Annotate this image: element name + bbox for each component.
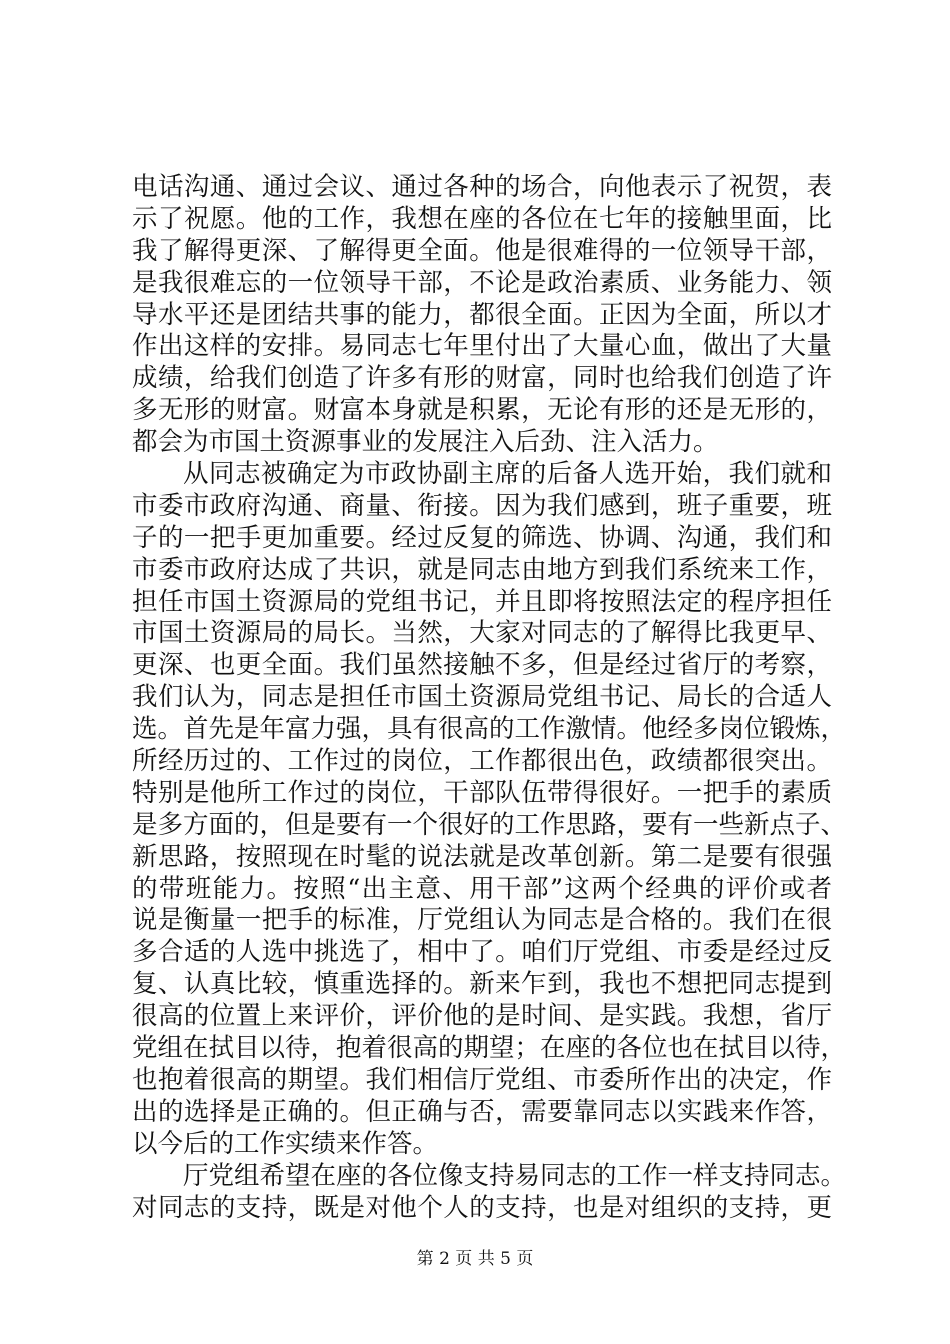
text-line: 特别是他所工作过的岗位，干部队伍带得很好。一把手的素质 bbox=[132, 777, 832, 808]
text-line: 市国土资源局的局长。当然，大家对同志的了解得比我更早、 bbox=[132, 618, 832, 649]
text-line: 电话沟通、通过会议、通过各种的场合，向他表示了祝贺，表 bbox=[132, 172, 832, 202]
text-line: 对同志的支持，既是对他个人的支持，也是对组织的支持，更 bbox=[132, 1192, 832, 1223]
text-line: 很高的位置上来评价，评价他的是时间、是实践。我想，省厅 bbox=[132, 1001, 832, 1032]
text-line: 多合适的人选中挑选了，相中了。咱们厅党组、市委是经过反 bbox=[132, 937, 832, 968]
text-line: 也抱着很高的期望。我们相信厅党组、市委所作出的决定，作 bbox=[132, 1064, 832, 1095]
text-line: 厅党组希望在座的各位像支持易同志的工作一样支持同志。 bbox=[183, 1160, 847, 1191]
text-line: 是多方面的，但是要有一个很好的工作思路，要有一些新点子、 bbox=[132, 809, 847, 840]
text-line: 说是衡量一把手的标准，厅党组认为同志是合格的。我们在很 bbox=[132, 905, 832, 936]
text-line: 作出这样的安排。易同志七年里付出了大量心血，做出了大量 bbox=[132, 331, 832, 362]
text-line: 更深、也更全面。我们虽然接触不多，但是经过省厅的考察， bbox=[132, 650, 832, 681]
text-line: 出的选择是正确的。但正确与否，需要靠同志以实践来作答， bbox=[132, 1096, 832, 1127]
page-number-label: 第 2 页 共 5 页 bbox=[416, 1249, 534, 1269]
text-line: 担任市国土资源局的党组书记，并且即将按照法定的程序担任 bbox=[132, 586, 832, 617]
text-line: 导水平还是团结共事的能力，都很全面。正因为全面，所以才 bbox=[132, 299, 832, 330]
text-line: 示了祝愿。他的工作，我想在座的各位在七年的接触里面，比 bbox=[132, 203, 832, 234]
text-line: 以今后的工作实绩来作答。 bbox=[132, 1128, 439, 1159]
paragraph bbox=[132, 172, 832, 459]
text-line: 子的一把手更加重要。经过反复的筛选、协调、沟通，我们和 bbox=[132, 522, 832, 553]
text-line: 复、认真比较，慎重选择的。新来乍到，我也不想把同志提到 bbox=[132, 969, 832, 1000]
text-line: 市委市政府达成了共识，就是同志由地方到我们系统来工作， bbox=[132, 554, 832, 585]
text-line: 所经历过的、工作过的岗位，工作都很出色，政绩都很突出。 bbox=[132, 746, 832, 777]
paragraph bbox=[132, 459, 847, 1161]
text-line: 党组在拭目以待，抱着很高的期望；在座的各位也在拭目以待， bbox=[132, 1033, 847, 1064]
paragraph bbox=[132, 1160, 847, 1225]
text-line: 成绩，给我们创造了许多有形的财富，同时也给我们创造了许 bbox=[132, 363, 832, 394]
text-line: 多无形的财富。财富本身就是积累，无论有形的还是无形的， bbox=[132, 395, 832, 426]
text-line: 我了解得更深、了解得更全面。他是很难得的一位领导干部， bbox=[132, 235, 832, 266]
text-line: 的带班能力。按照“出主意、用干部”这两个经典的评价或者 bbox=[132, 873, 832, 904]
page-footer bbox=[0, 1244, 950, 1269]
text-line: 选。首先是年富力强，具有很高的工作激情。他经多岗位锻炼， bbox=[132, 714, 847, 745]
document-body bbox=[132, 172, 847, 1224]
text-line: 新思路，按照现在时髦的说法就是改革创新。第二是要有很强 bbox=[132, 841, 832, 872]
text-line: 我们认为，同志是担任市国土资源局党组书记、局长的合适人 bbox=[132, 682, 832, 713]
text-line: 从同志被确定为市政协副主席的后备人选开始，我们就和 bbox=[183, 459, 832, 490]
text-line: 是我很难忘的一位领导干部，不论是政治素质、业务能力、领 bbox=[132, 267, 832, 298]
text-line: 都会为市国土资源事业的发展注入后劲、注入活力。 bbox=[132, 427, 719, 458]
text-line: 市委市政府沟通、商量、衔接。因为我们感到，班子重要，班 bbox=[132, 490, 832, 521]
